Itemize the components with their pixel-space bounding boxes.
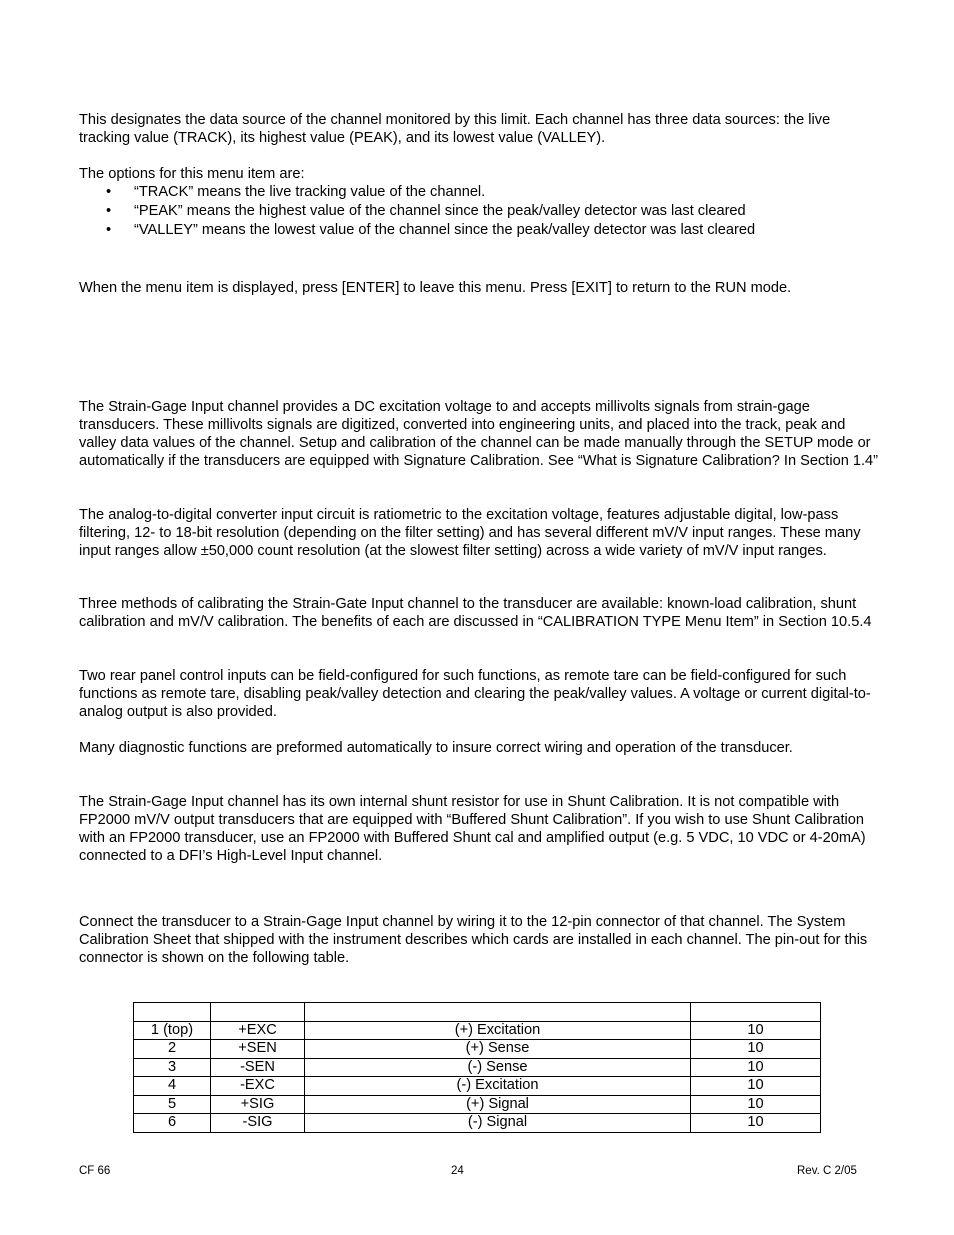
pin-signal: -SEN bbox=[211, 1058, 305, 1077]
diagnostics-paragraph: Many diagnostic functions are preformed automatically to insure correct wiring and operation of the transducer. bbox=[79, 740, 793, 756]
pin-value: 10 bbox=[691, 1021, 821, 1040]
bullet-icon: • bbox=[106, 184, 112, 200]
pin-description: (+) Signal bbox=[305, 1095, 691, 1114]
control-inputs-paragraph: Two rear panel control inputs can be field-configured for such functions, as remote tare can be field-configured for such functions as remote tare, disabling peak/valley detection and clearing the peak/valley values. A voltage or current digital-to-analog output is also provided. bbox=[79, 668, 871, 720]
pin-number: 3 bbox=[134, 1058, 211, 1077]
calibration-methods-paragraph: Three methods of calibrating the Strain-Gate Input channel to the transducer are available: known-load calibration, shunt calibration and mV/V calibration. The benefits of each are discussed in “CALIBRATION TYPE Menu Item” in Section 10.5.4 bbox=[79, 596, 872, 630]
pin-description: (+) Excitation bbox=[305, 1021, 691, 1040]
pin-value: 10 bbox=[691, 1040, 821, 1059]
pin-signal: -EXC bbox=[211, 1077, 305, 1096]
shunt-calibration-paragraph: The Strain-Gage Input channel has its own internal shunt resistor for use in Shunt Calibration. It is not compatible with FP2000 mV/V output transducers that are equipped with “Buffered Shunt Calibration”. If you wish to use Shunt Calibration with an FP2000 transducer, use an FP2000 with Buffered Shunt cal and amplified output (e.g. 5 VDC, 10 VDC or 4-20mA) connected to a DFI’s High-Level Input channel. bbox=[79, 794, 866, 864]
pin-value: 10 bbox=[691, 1077, 821, 1096]
pin-description: (-) Signal bbox=[305, 1114, 691, 1133]
options-list bbox=[79, 183, 879, 240]
pin-number: 4 bbox=[134, 1077, 211, 1096]
source-intro-paragraph: This designates the data source of the channel monitored by this limit. Each channel has three data sources: the live tracking value (TRACK), its highest value (PEAK), and its lowest value (VALLEY). bbox=[79, 112, 831, 146]
pin-description: (+) Sense bbox=[305, 1040, 691, 1059]
pin-description: (-) Sense bbox=[305, 1058, 691, 1077]
pin-signal: +SIG bbox=[211, 1095, 305, 1114]
pin-number: 5 bbox=[134, 1095, 211, 1114]
header-cell bbox=[211, 1003, 305, 1022]
pin-description: (-) Excitation bbox=[305, 1077, 691, 1096]
table-row bbox=[134, 1077, 821, 1096]
list-item: • “PEAK” means the highest value of the channel since the peak/valley detector was last cleared bbox=[106, 203, 746, 219]
pin-signal: -SIG bbox=[211, 1114, 305, 1133]
strain-gage-intro-paragraph: The Strain-Gage Input channel provides a DC excitation voltage to and accepts millivolts signals from strain-gage transducers. These millivolts signals are digitized, converted into engineering units, and placed into the track, peak and valley data values of the channel. Setup and calibration of the channel can be made manually through the SETUP mode or automatically if the transducers are equipped with Signature Calibration. See “What is Signature Calibration? In Section 1.4” bbox=[79, 399, 879, 469]
table-row bbox=[134, 1021, 821, 1040]
list-item: • “TRACK” means the live tracking value of the channel. bbox=[106, 184, 486, 200]
table-row bbox=[134, 1095, 821, 1114]
table-row bbox=[134, 1058, 821, 1077]
pin-number: 1 (top) bbox=[134, 1021, 211, 1040]
options-intro: The options for this menu item are: bbox=[79, 166, 305, 182]
exit-instructions: When the menu item is displayed, press [ENTER] to leave this menu. Press [EXIT] to return to the RUN mode. bbox=[79, 280, 792, 296]
pin-signal: +EXC bbox=[211, 1021, 305, 1040]
pinout-table bbox=[133, 1002, 821, 1133]
footer-revision: Rev. C 2/05 bbox=[797, 1165, 857, 1177]
bullet-icon: • bbox=[106, 222, 112, 238]
pin-value: 10 bbox=[691, 1095, 821, 1114]
footer-page-number: 24 bbox=[451, 1165, 464, 1177]
header-cell bbox=[134, 1003, 211, 1022]
bullet-icon: • bbox=[106, 203, 112, 219]
adc-paragraph: The analog-to-digital converter input circuit is ratiometric to the excitation voltage, features adjustable digital, low-pass filtering, 12- to 18-bit resolution (depending on the filter setting) and has several different mV/V input ranges. These many input ranges allow ±50,000 count resolution (at the slowest filter setting) across a wide variety of mV/V input ranges. bbox=[79, 507, 861, 559]
header-cell bbox=[691, 1003, 821, 1022]
list-item: • “VALLEY” means the lowest value of the channel since the peak/valley detector was last cleared bbox=[106, 222, 756, 238]
table-row bbox=[134, 1040, 821, 1059]
table-row bbox=[134, 1114, 821, 1133]
pin-value: 10 bbox=[691, 1114, 821, 1133]
connection-paragraph: Connect the transducer to a Strain-Gage Input channel by wiring it to the 12-pin connector of that channel. The System Calibration Sheet that shipped with the instrument describes which cards are installed in each channel. The pin-out for this connector is shown on the following table. bbox=[79, 914, 868, 966]
pin-number: 2 bbox=[134, 1040, 211, 1059]
pin-value: 10 bbox=[691, 1058, 821, 1077]
pin-number: 6 bbox=[134, 1114, 211, 1133]
header-cell bbox=[305, 1003, 691, 1022]
pin-signal: +SEN bbox=[211, 1040, 305, 1059]
footer-document-id: CF 66 bbox=[79, 1165, 111, 1177]
table-header-row bbox=[134, 1003, 821, 1022]
